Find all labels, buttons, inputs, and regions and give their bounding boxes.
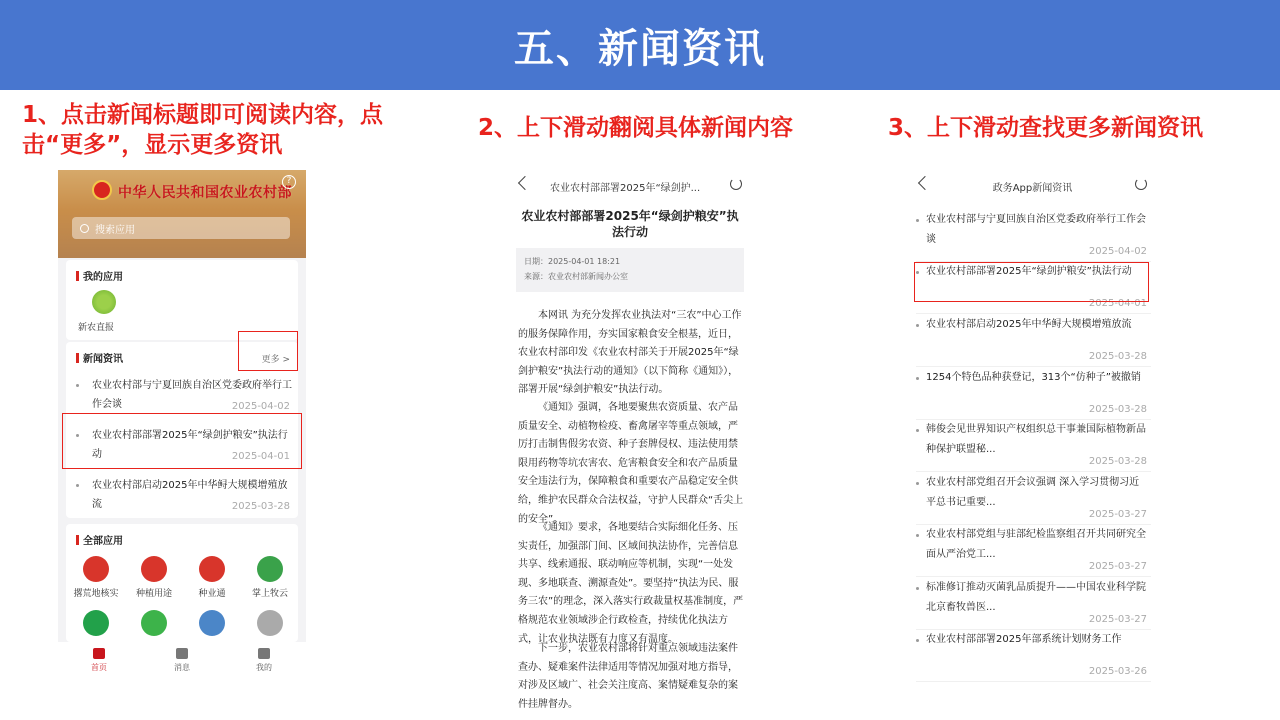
news-list-item[interactable] (916, 315, 1151, 367)
step-2-caption: 2、上下滑动翻阅具体新闻内容 (478, 115, 794, 141)
news-item-title[interactable]: 农业农村部党组召开会议强调 深入学习贯彻习近平总书记重要... (926, 477, 1140, 508)
highlight-news-item (914, 262, 1149, 302)
search-icon (80, 224, 89, 233)
article-meta (516, 248, 744, 292)
bullet-icon (916, 219, 919, 222)
news-item-date: 2025-03-26 (1088, 666, 1147, 677)
all-apps-title: 全部应用 (83, 536, 123, 547)
step-3-caption: 3、上下滑动查找更多新闻资讯 (888, 115, 1204, 141)
back-arrow-icon[interactable] (518, 176, 532, 190)
news-item-title[interactable]: 标准修订推动灭菌乳品质提升——中国农业科学院北京畜牧兽医... (926, 582, 1146, 613)
news-title: 新闻资讯 (83, 354, 123, 365)
phone-news-list-screen (910, 170, 1155, 682)
section-marker (76, 535, 79, 545)
tab-home-label: 首页 (91, 663, 107, 672)
news-list-item[interactable] (916, 525, 1151, 577)
phone-article-screen (510, 170, 750, 710)
tab-profile-label: 我的 (256, 663, 272, 672)
my-apps-title: 我的应用 (83, 272, 123, 283)
news-item-date: 2025-03-27 (1088, 509, 1147, 520)
news-list-item[interactable] (916, 473, 1151, 525)
bullet-icon (76, 484, 79, 487)
slide-title: 五、新闻资讯 (514, 25, 766, 72)
my-apps-card (66, 260, 298, 340)
national-emblem-icon (92, 180, 112, 200)
all-apps-card (66, 524, 298, 642)
search-input[interactable] (72, 217, 290, 239)
bullet-icon (916, 324, 919, 327)
home-header (58, 170, 306, 258)
article-nav-title: 农业农村部部署2025年“绿剑护... (550, 183, 701, 194)
article-source: 来源：农业农村部新闻办公室 (524, 272, 628, 281)
article-paragraph: 下一步，农业农村部将针对重点领域违法案件查办、疑难案件法律适用等情况加强对地方指导，对涉及区域广、社会关注度高、案情疑难复杂的案件挂牌督办。 (518, 643, 738, 710)
news-item-title[interactable]: 农业农村部与宁夏回族自治区党委政府举行工作会谈 (92, 380, 292, 410)
news-item-date: 2025-03-27 (1088, 561, 1147, 572)
highlight-news-item (62, 413, 302, 469)
app-label[interactable]: 种植用途 (135, 589, 172, 599)
news-item-date: 2025-03-28 (1088, 404, 1147, 415)
app-label[interactable]: 掌上牧云 (251, 589, 288, 599)
app-label[interactable]: 种业通 (198, 589, 226, 599)
news-item-date: 2025-04-01 (231, 451, 290, 462)
news-list-item[interactable] (916, 630, 1151, 682)
app-label-xinnong[interactable]: 新农直报 (78, 323, 115, 333)
app-icon[interactable] (141, 610, 167, 636)
news-item-title[interactable]: 农业农村部部署2025年部系统计划财务工作 (926, 634, 1122, 645)
news-list-item[interactable] (76, 376, 294, 416)
home-icon (93, 648, 105, 659)
bullet-icon (916, 377, 919, 380)
bullet-icon (916, 534, 919, 537)
news-item-title[interactable]: 韩俊会见世界知识产权组织总干事兼国际植物新品种保护联盟秘... (926, 424, 1146, 455)
news-list-item[interactable] (916, 420, 1151, 472)
news-item-date: 2025-04-02 (1088, 246, 1147, 257)
bottom-tab-bar (58, 642, 306, 682)
section-marker (76, 271, 79, 281)
tab-messages[interactable] (152, 646, 212, 673)
news-item-date: 2025-03-28 (1088, 351, 1147, 362)
my-apps-heading (76, 268, 123, 283)
tab-profile[interactable] (234, 646, 294, 673)
news-list-item[interactable] (76, 476, 294, 516)
article-title: 农业农村部部署2025年“绿剑护粮安”执法行动 (521, 209, 739, 239)
article-paragraph: 本网讯 为充分发挥农业执法对“三农”中心工作的服务保障作用，夯实国家粮食安全根基，近日，农业农村部印发《农业农村部关于开展2025年“绿剑护粮安”执法行动的通知》（以下简称《通知》），部署开展“绿剑护粮安”执法行动。 (518, 310, 742, 396)
news-list-nav-bar (910, 170, 1155, 200)
user-icon (258, 648, 270, 659)
article-nav-bar (510, 170, 750, 200)
news-item-title[interactable]: 农业农村部与宁夏回族自治区党委政府举行工作会谈 (926, 214, 1146, 245)
seed-industry-app-icon[interactable] (199, 556, 225, 582)
tab-messages-label: 消息 (174, 663, 190, 672)
news-item-title[interactable]: 农业农村部启动2025年中华鲟大规模增殖放流 (926, 319, 1132, 330)
news-list-nav-title: 政务App新闻资讯 (992, 183, 1073, 194)
news-item-title[interactable]: 1254个特色品种获登记，313个“仿种子”被撤销 (926, 372, 1141, 383)
news-item-date: 2025-03-28 (231, 501, 290, 512)
app-icon[interactable] (83, 610, 109, 636)
all-apps-heading (76, 532, 123, 547)
pasture-cloud-app-icon[interactable] (257, 556, 283, 582)
planting-use-app-icon[interactable] (141, 556, 167, 582)
refresh-icon[interactable] (730, 178, 742, 190)
news-list-item[interactable] (916, 578, 1151, 630)
bullet-icon (76, 384, 79, 387)
xinnong-icon[interactable] (92, 290, 116, 314)
refresh-icon[interactable] (1135, 178, 1147, 190)
app-label[interactable]: 撂荒地核实 (73, 589, 119, 599)
help-icon[interactable]: ? (282, 175, 296, 189)
step-1-caption: 1、点击新闻标题即可阅读内容，点击“更多”，显示更多资讯 (22, 102, 384, 158)
news-item-date: 2025-03-28 (1088, 456, 1147, 467)
bullet-icon (916, 587, 919, 590)
message-icon (176, 648, 188, 659)
article-date: 日期：2025-04-01 18:21 (524, 257, 621, 266)
news-item-date: 2025-03-27 (1088, 614, 1147, 625)
news-item-title[interactable]: 农业农村部党组与驻部纪检监察组召开共同研究全面从严治党工... (926, 529, 1146, 560)
news-heading (76, 350, 123, 365)
tab-home[interactable] (69, 646, 129, 673)
bullet-icon (916, 639, 919, 642)
bullet-icon (916, 482, 919, 485)
news-item-date: 2025-04-02 (231, 401, 290, 412)
news-list-item[interactable] (916, 368, 1151, 420)
abandoned-land-app-icon[interactable] (83, 556, 109, 582)
highlight-more-button (238, 331, 298, 371)
article-paragraph: 《通知》强调，各地要聚焦农资质量、农产品质量安全、动植物检疫、畜禽屠宰等重点领域，严厉打击制售假劣农资、种子套牌侵权、违法使用禁限用药物等坑农害农、危害粮食安全和农产品质量安全违法行为，保障粮食和重要农产品稳定安全供给，维护农民群众合法权益，守护人民群众“舌尖上的安全”。 (518, 402, 744, 525)
news-item-date: 2025-04-01 (1088, 298, 1147, 309)
news-item-title[interactable]: 农业农村部启动2025年中华鲟大规模增殖放流 (92, 480, 288, 510)
news-item-title[interactable]: 农业农村部部署2025年“绿剑护粮安”执法行动 (92, 430, 288, 460)
article-paragraph: 《通知》要求，各地要结合实际细化任务、压实责任，加强部门间、区域间执法协作，完善信息共享、线索通报、联动响应等机制，实现“一处发现、多地联查、溯源查处”。要坚持“执法为民、服务三农”的理念，深入落实行政裁量权基准制度，严格规范农业领域涉企行政检查，持续优化执法方式，让农业执法既有力度又有温度。 (518, 522, 744, 645)
search-placeholder: 搜索应用 (95, 224, 135, 236)
more-news-button[interactable]: 更多 > (261, 355, 290, 365)
app-icon[interactable] (199, 610, 225, 636)
news-item-title[interactable]: 农业农村部部署2025年“绿剑护粮安”执法行动 (926, 266, 1132, 277)
grid-apps-icon[interactable] (257, 610, 283, 636)
slide-banner (0, 0, 1280, 90)
org-title: 中华人民共和国农业农村部 (118, 185, 292, 201)
section-marker (76, 353, 79, 363)
bullet-icon (916, 429, 919, 432)
news-list-item[interactable] (916, 210, 1151, 262)
